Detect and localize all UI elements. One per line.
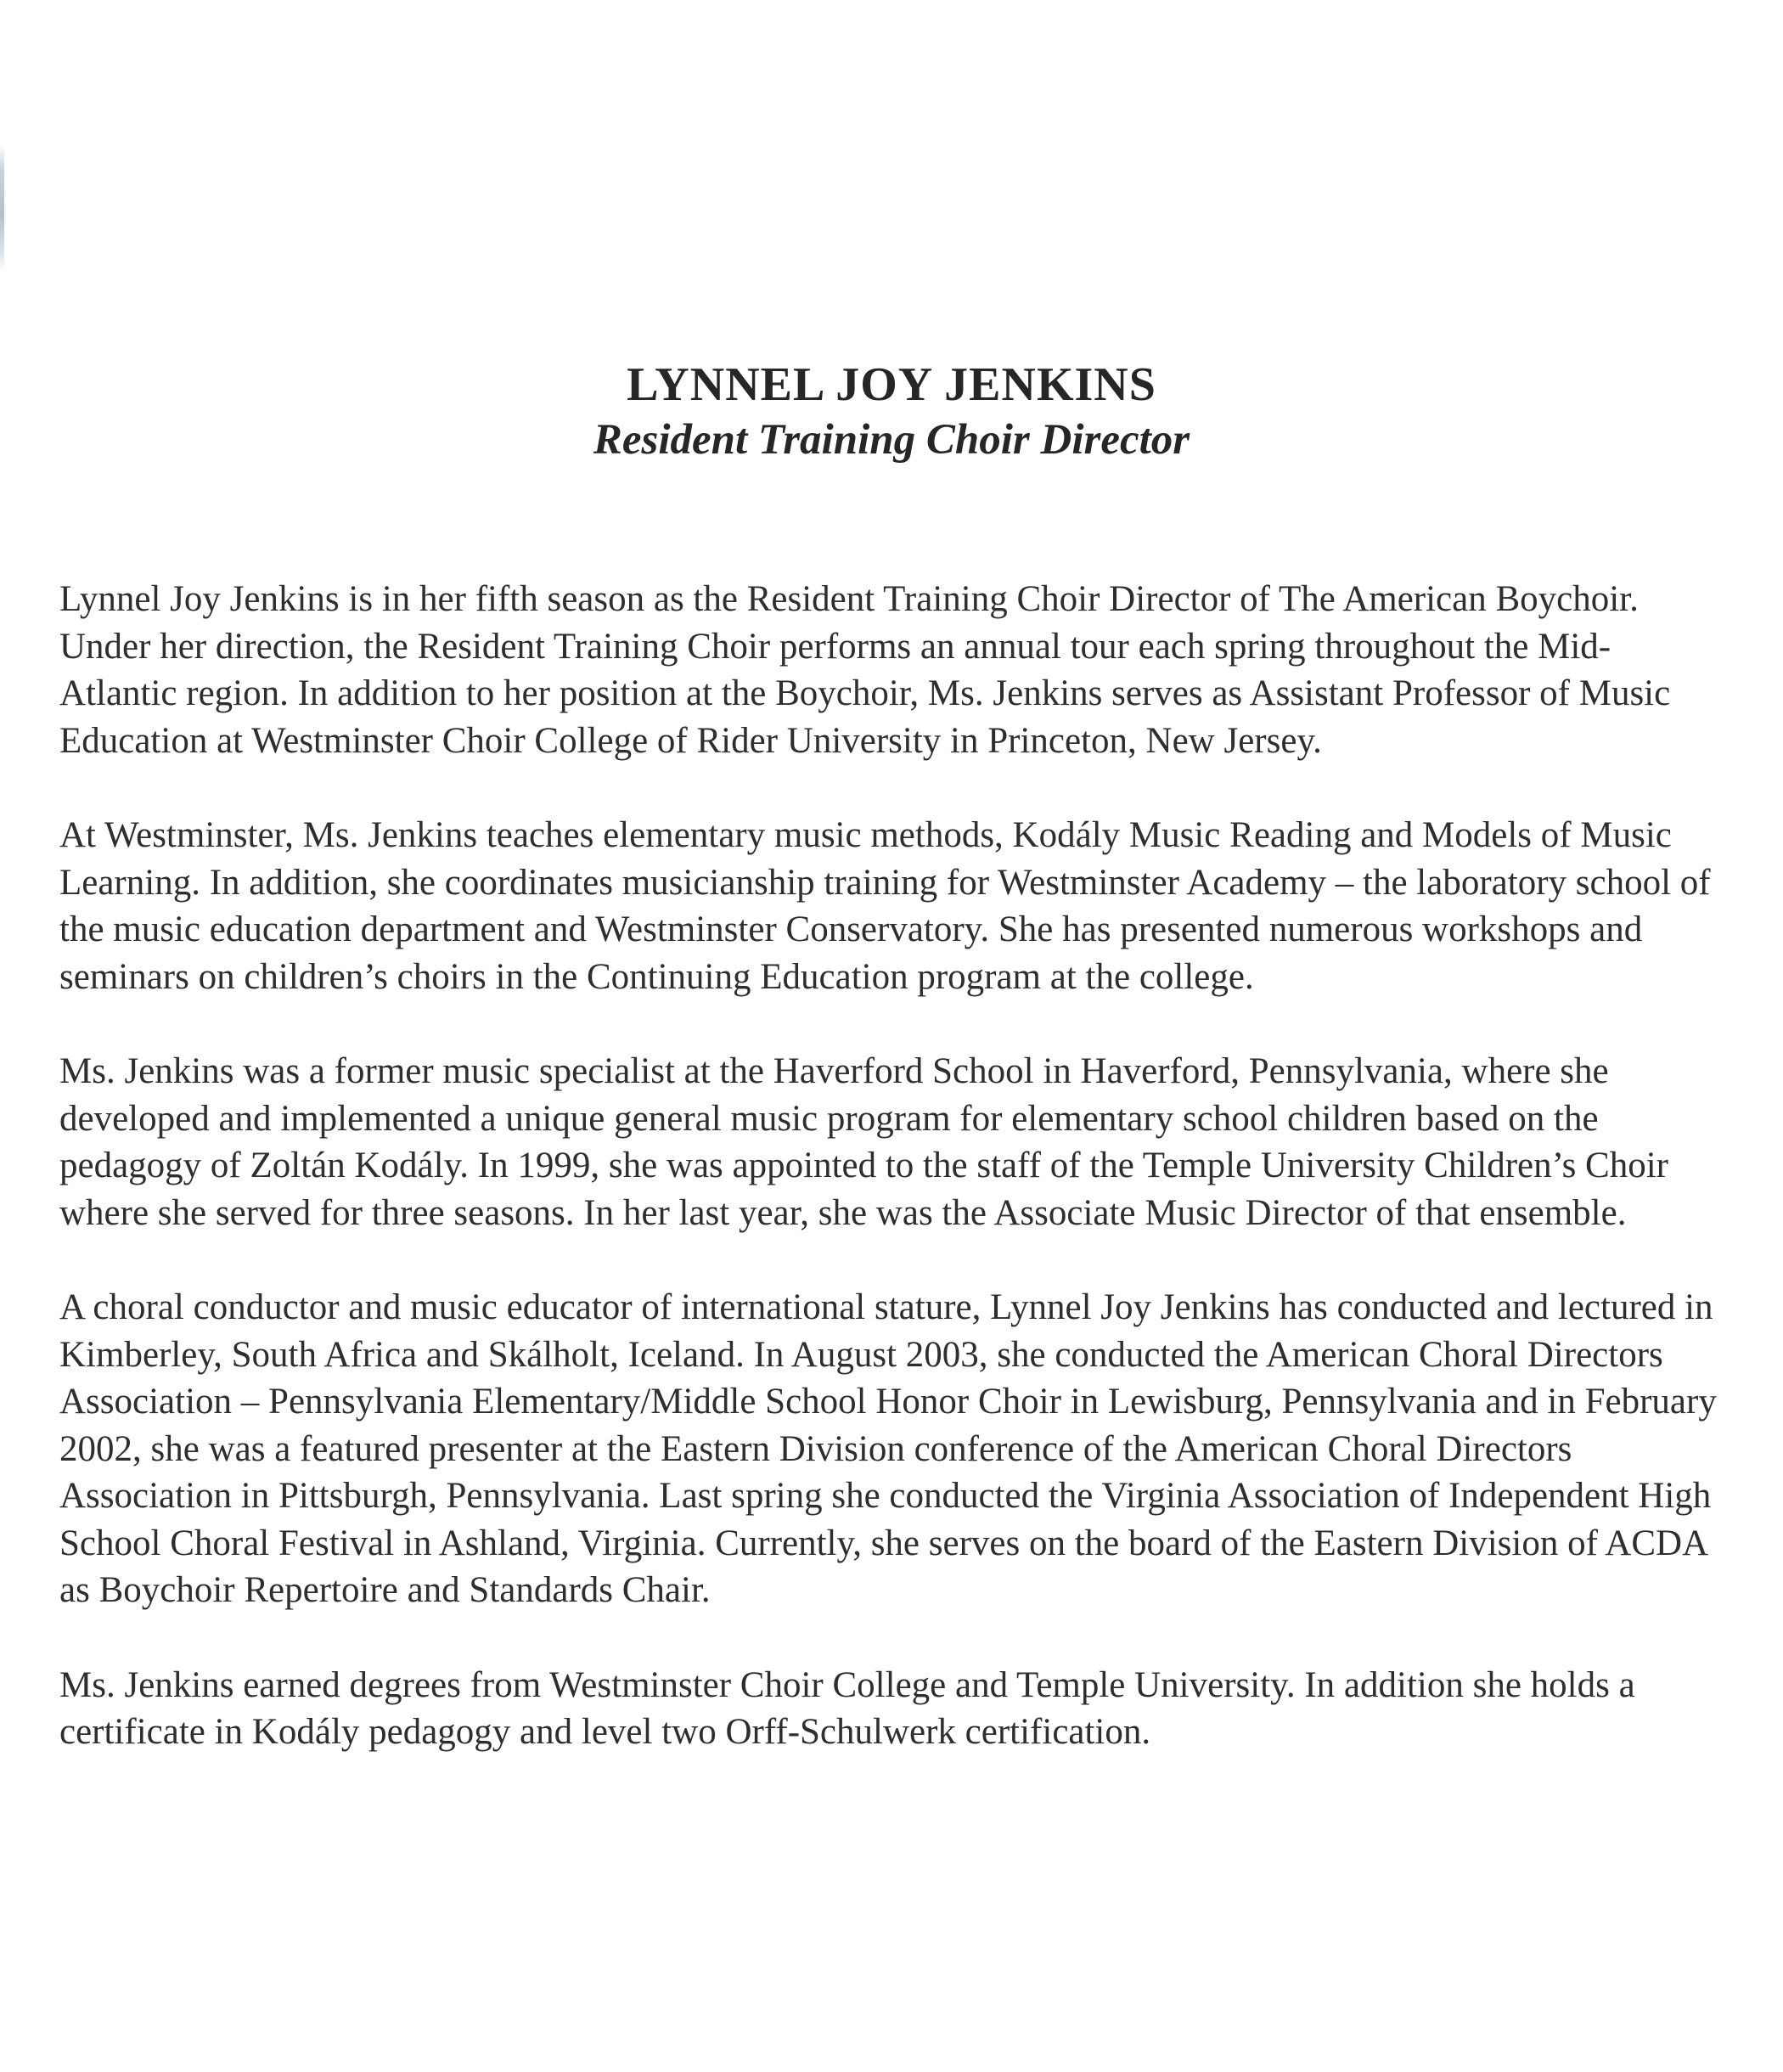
bio-paragraph-5: Ms. Jenkins earned degrees from Westminster Choir College and Temple University. In addition she holds a certificate in Kodály pedagogy and level two Orff-Schulwerk certification. <box>59 1664 1635 1752</box>
bio-paragraph-2: At Westminster, Ms. Jenkins teaches elementary music methods, Kodály Music Reading and Models of Music Learning. In addition, she coordinates musicianship training for Westminster Academy – the laboratory school of the music education department and Westminster Conservatory. She has presented numerous workshops and seminars on children’s choirs in the Continuing Education program at the college. <box>59 815 1711 997</box>
bio-paragraph-4: A choral conductor and music educator of international stature, Lynnel Joy Jenkins has conducted and lectured in Kimberley, South Africa and Skálholt, Iceland. In August 2003, she conducted the American Choral Directors Association – Pennsylvania Elementary/Middle School Honor Choir in Lewisburg, Pennsylvania and in February 2002, she was a featured presenter at the Eastern Division conference of the American Choral Directors Association in Pittsburgh, Pennsylvania. Last spring she conducted the Virginia Association of Independent High School Choral Festival in Ashland, Virginia. Currently, she serves on the board of the Eastern Division of ACDA as Boychoir Repertoire and Standards Chair. <box>59 1287 1717 1610</box>
person-role: Resident Training Choir Director <box>593 416 1190 464</box>
bio-body <box>59 576 1724 1804</box>
bio-heading <box>0 357 1783 467</box>
bio-paragraph-1: Lynnel Joy Jenkins is in her fifth season as the Resident Training Choir Director of The American Boychoir. Under her direction, the Resident Training Choir performs an annual tour each spring throughout the Mid-Atlantic region. In addition to her position at the Boychoir, Ms. Jenkins serves as Assistant Professor of Music Education at Westminster Choir College of Rider University in Princeton, New Jersey. <box>59 579 1671 761</box>
bio-paragraph-3: Ms. Jenkins was a former music specialist at the Haverford School in Haverford, Pennsylvania, where she developed and implemented a unique general music program for elementary school children based on the pedagogy of Zoltán Kodály. In 1999, she was appointed to the staff of the Temple University Children’s Choir where she served for three seasons. In her last year, she was the Associate Music Director of that ensemble. <box>59 1051 1669 1233</box>
scan-edge-mark <box>0 144 4 272</box>
person-name: LYNNEL JOY JENKINS <box>627 358 1156 411</box>
